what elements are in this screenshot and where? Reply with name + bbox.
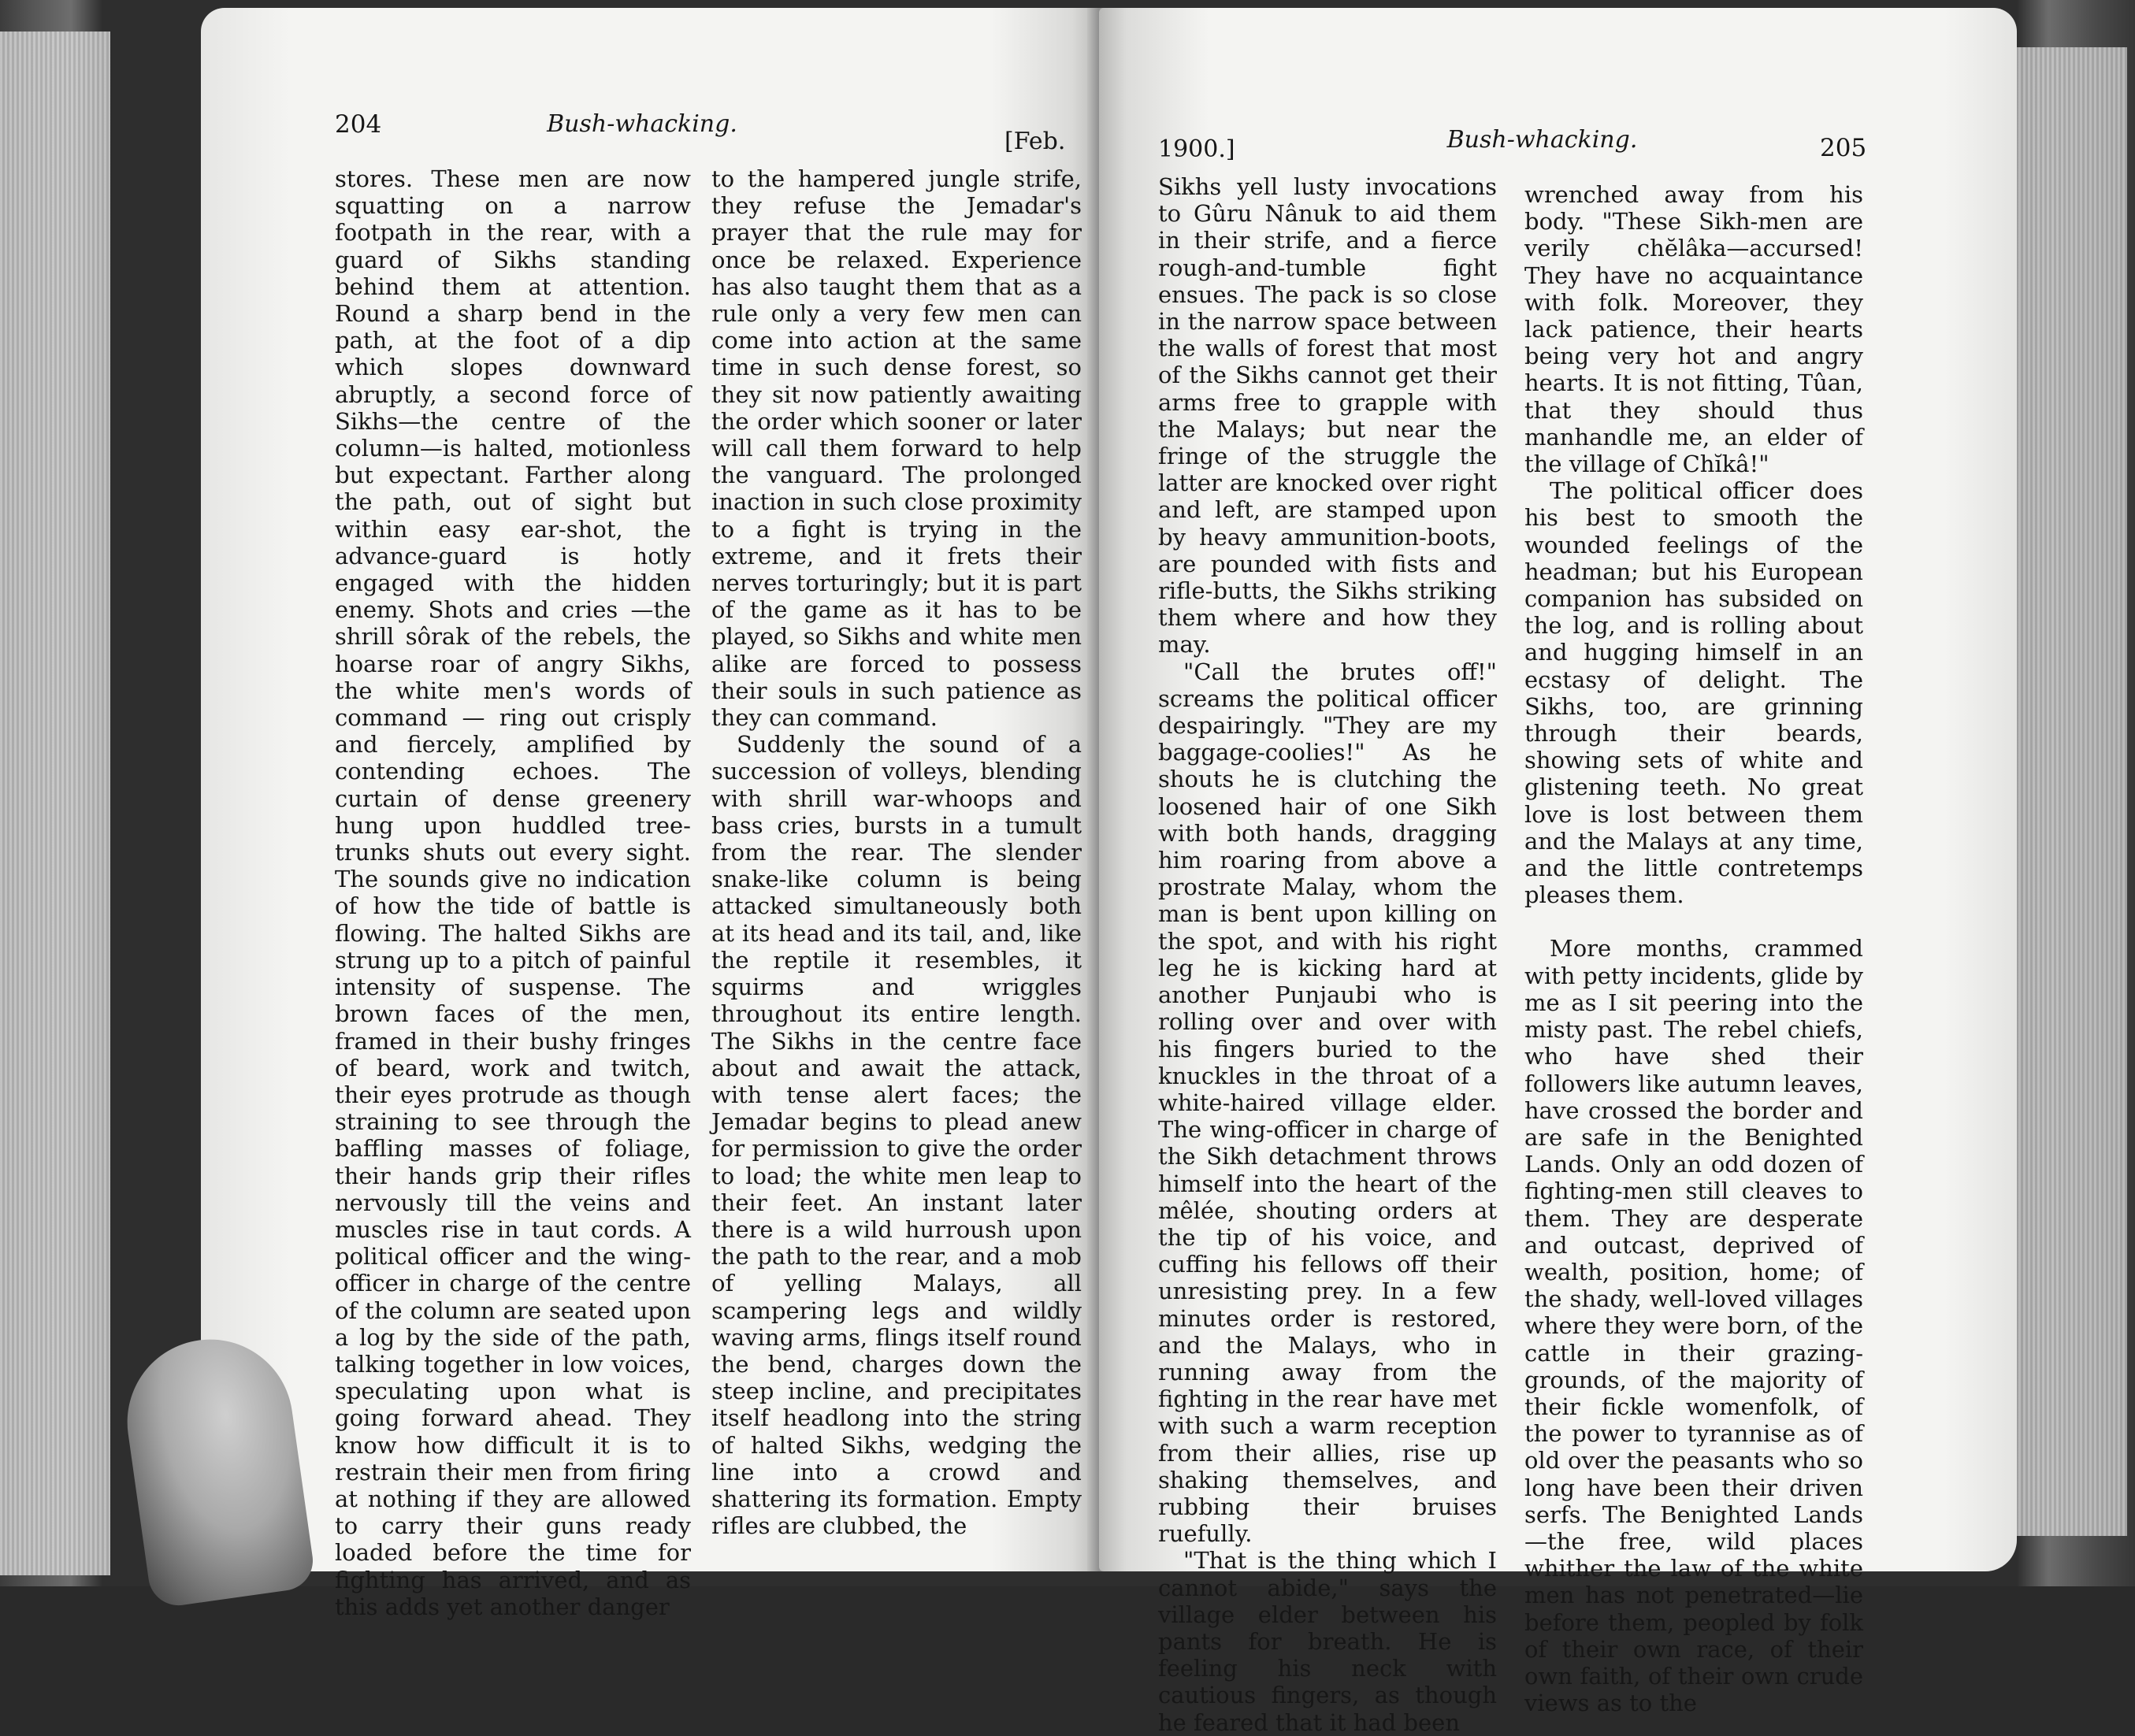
left-page-edges	[0, 32, 110, 1575]
header-date: [Feb.	[1004, 128, 1066, 155]
paragraph: Sikhs yell lusty invocations to Gûru Nânuk to aid them in their strife, and a fierce rough-and-tumble fight ensues. The pack is so close in the narrow space between the walls of forest that most of the Sikhs cannot get their arms free to grapple with the Malays; but near the fringe of the struggle the latter are knocked over right and left, are stamped upon by heavy ammunition-boots, are pounded with fists and rifle-butts, the Sikhs striking them where and how they may.	[1158, 173, 1497, 658]
right-header	[1099, 110, 2017, 163]
text-column-2	[1524, 181, 1863, 1716]
header-date: 1900.]	[1158, 135, 1235, 163]
running-head: Bush-whacking.	[547, 110, 737, 138]
paragraph: More months, crammed with petty incidents, glide by me as I sit peering into the misty past. The rebel chiefs, who have shed their followers like autumn leaves, have crossed the border and are safe in the Benighted Lands. Only an odd dozen of fighting-men still cleaves to them. They are desperate and outcast, deprived of wealth, position, home; of the shady, well-loved villages where they were born, of the cattle in their grazing-grounds, of the majority of their fickle womenfolk, of the power to tyrannise as of old over the peasants who so long have been their driven serfs. The Benighted Lands—the free, wild places whither the law of the white men has not penetrated—lie before them, peopled by folk of their own race, of their own faith, of their own crude views as to the	[1524, 935, 1863, 1717]
text-column-2	[711, 165, 1082, 1539]
paragraph: stores. These men are now squatting on a narrow footpath in the rear, with a guard of Sikhs standing behind them at attention. Round a sharp bend in the path, at the foot of a dip which slopes downward abruptly, a second force of Sikhs—the centre of the column—is halted, motionless but expectant. Farther along the path, out of sight but within easy ear-shot, the advance-guard is hotly engaged with the hidden enemy. Shots and cries —the shrill sôrak of the rebels, the hoarse roar of angry Sikhs, the white men's words of command — ring out crisply and fiercely, amplified by contending echoes. The curtain of dense greenery hung upon huddled tree-trunks shuts out every sight. The sounds give no indication of how the tide of battle is flowing. The halted Sikhs are strung up to a pitch of painful intensity of suspense. The brown faces of the men, framed in their bushy fringes of beard, work and twitch, their eyes protrude as though straining to see through the baffling masses of foliage, their hands grip their rifles nervously till the veins and muscles rise in taut cords. A political officer and the wing-officer in charge of the centre of the column are seated upon a log by the side of the path, talking together in low voices, speculating upon what is going forward ahead. They know how difficult it is to restrain their men from firing at nothing if they are allowed to carry their guns ready loaded before the time for fighting has arrived, and as this adds yet another danger	[335, 165, 691, 1620]
left-page	[201, 8, 1099, 1620]
right-page	[1099, 8, 2017, 1736]
paragraph: "That is the thing which I cannot abide," says the village elder between his pants for breath. He is feeling his neck with cautious fingers, as though he feared that it had been	[1158, 1547, 1497, 1736]
paragraph: to the hampered jungle strife, they refuse the Jemadar's prayer that the rule may for once be relaxed. Experience has also taught them that as a rule only a very few men can come into action at the same time in such dense forest, so they sit now patiently awaiting the order which sooner or later will call them forward to help the vanguard. The prolonged inaction in such close proximity to a fight is trying in the extreme, and it frets their nerves torturingly; but it is part of the game as it has to be played, so Sikhs and white men alike are forced to possess their souls in such patience as they can command.	[711, 165, 1082, 732]
page-number: 205	[1820, 134, 1867, 162]
text-column-1	[335, 165, 691, 1620]
running-head: Bush-whacking.	[1446, 126, 1638, 154]
paragraph: "Call the brutes off!" screams the political officer despairingly. "They are my baggage-coolies!" As he shouts he is clutching the loosened hair of one Sikh with both hands, dragging him roaring from above a prostrate Malay, whom the man is bent upon killing on the spot, and with his right leg he is kicking hard at another Punjaubi who is rolling over and over with his fingers buried to the knuckles in the throat of a white-haired village elder. The wing-officer in charge of the Sikh detachment throws himself into the heart of the mêlée, shouting orders at the tip of his voice, and cuffing his fellows off their unresisting prey. In a few minutes order is restored, and the Malays, who in running away from the fighting in the rear have met with such a warm reception from their allies, rise up shaking themselves, and rubbing their bruises ruefully.	[1158, 658, 1497, 1548]
text-column-1	[1158, 173, 1497, 1736]
right-page-edges	[2009, 47, 2127, 1536]
paragraph: The political officer does his best to smooth the wounded feelings of the headman; but his European companion has subsided on the log, and is rolling about and hugging himself in an ecstasy of delight. The Sikhs, too, are grinning through their beards, showing sets of white and glistening teeth. No great love is lost between them and the Malays at any time, and the little contretemps pleases them.	[1524, 477, 1863, 909]
paragraph: Suddenly the sound of a succession of volleys, blending with shrill war-whoops and bass cries, bursts in a tumult from the rear. The slender snake-like column is being attacked simultaneously both at its head and its tail, and, like the reptile it resembles, it squirms and wriggles throughout its entire length. The Sikhs in the centre face about and await the attack, with tense alert faces; the Jemadar begins to plead anew for permission to give the order to load; the white men leap to their feet. An instant later there is a wild hurroush upon the path to the rear, and a mob of yelling Malays, all scampering legs and wildly waving arms, flings itself round the bend, charges down the steep incline, and precipitates itself headlong into the string of halted Sikhs, wedging the line into a crowd and shattering its formation. Empty rifles are clubbed, the	[711, 731, 1082, 1540]
left-header	[201, 110, 1099, 158]
paragraph: wrenched away from his body. "These Sikh-men are verily chĕlâka—accursed! They have no acquaintance with folk. Moreover, they lack patience, their hearts being very hot and angry hearts. It is not fitting, Tûan, that they should thus manhandle me, an elder of the village of Chĭkâ!"	[1524, 181, 1863, 478]
page-number: 204	[335, 110, 382, 139]
